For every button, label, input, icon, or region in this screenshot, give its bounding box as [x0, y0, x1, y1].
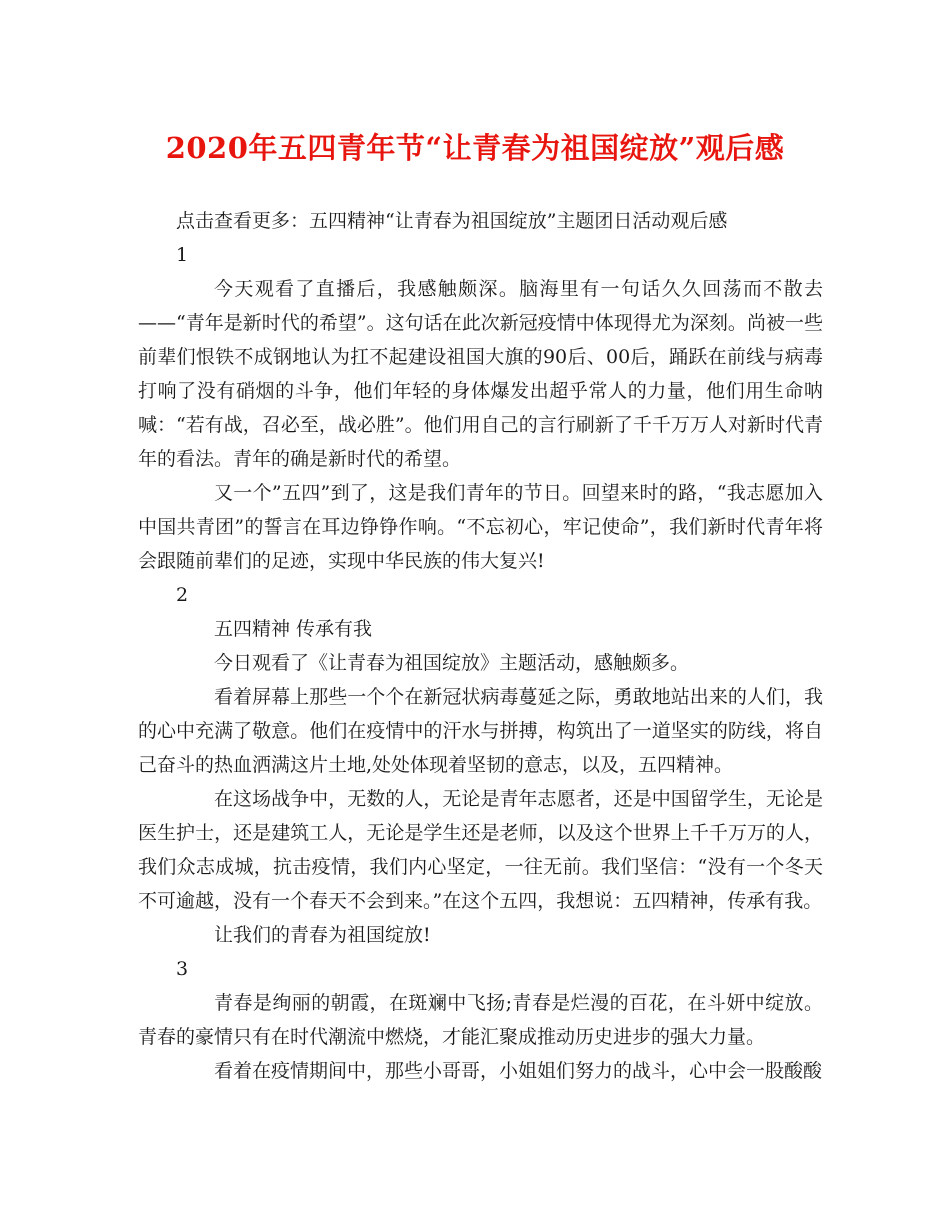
- paragraph: 青春是绚丽的朝霞，在斑斓中飞扬;青春是烂漫的百花，在斗妍中绽放。青春的豪情只有在时代潮流中燃烧，才能汇聚成推动历史进步的强大力量。: [138, 992, 823, 1048]
- paragraph: 让我们的青春为祖国绽放!: [214, 924, 431, 946]
- paragraph: 看着屏幕上那些一个个在新冠状病毒蔓延之际，勇敢地站出来的人们，我的心中充满了敬意。他们在疫情中的汗水与拼搏，构筑出了一道坚实的防线，将自己奋斗的热血洒满这片土地,处处体现着坚韧的意志，以及，五四精神。: [138, 686, 823, 776]
- paragraph: 今天观看了直播后，我感触颇深。脑海里有一句话久久回荡而不散去——“青年是新时代的希望”。这句话在此次新冠疫情中体现得尤为深刻。尚被一些前辈们恨铁不成钢地认为扛不起建设祖国大旗的90后、00后，踊跃在前线与病毒打响了没有硝烟的斗争，他们年轻的身体爆发出超乎常人的力量，他们用生命呐喊：“若有战，召必至，战必胜”。他们用自己的言行刷新了千千万万人对新时代青年的看法。青年的确是新时代的希望。: [138, 278, 823, 470]
- document-body: [138, 204, 823, 1088]
- paragraph: 在这场战争中，无数的人，无论是青年志愿者，还是中国留学生，无论是医生护士，还是建筑工人，无论是学生还是老师，以及这个世界上千千万万的人，我们众志成城，抗击疫情，我们内心坚定，一往无前。我们坚信：“没有一个冬天不可逾越，没有一个春天不会到来。”在这个五四，我想说：五四精神，传承有我。: [138, 788, 823, 912]
- paragraph: 看着在疫情期间中，那些小哥哥，小姐姐们努力的战斗，心中会一股酸酸: [214, 1060, 823, 1082]
- section-number: 3: [176, 958, 189, 980]
- section-subtitle: 五四精神 传承有我: [214, 618, 373, 640]
- paragraph: 又一个”五四”到了，这是我们青年的节日。回望来时的路，“我志愿加入中国共青团”的誓言在耳边铮铮作响。“不忘初心，牢记使命”，我们新时代青年将会跟随前辈们的足迹，实现中华民族的伟大复兴!: [138, 482, 823, 572]
- paragraph: 今日观看了《让青春为祖国绽放》主题活动，感触颇多。: [214, 652, 690, 674]
- section-number: 2: [176, 584, 189, 606]
- more-link[interactable]: 点击查看更多：五四精神“让青春为祖国绽放”主题团日活动观后感: [176, 210, 728, 232]
- document-title: 2020年五四青年节“让青春为祖国绽放”观后感: [165, 131, 785, 165]
- section-number: 1: [176, 244, 189, 266]
